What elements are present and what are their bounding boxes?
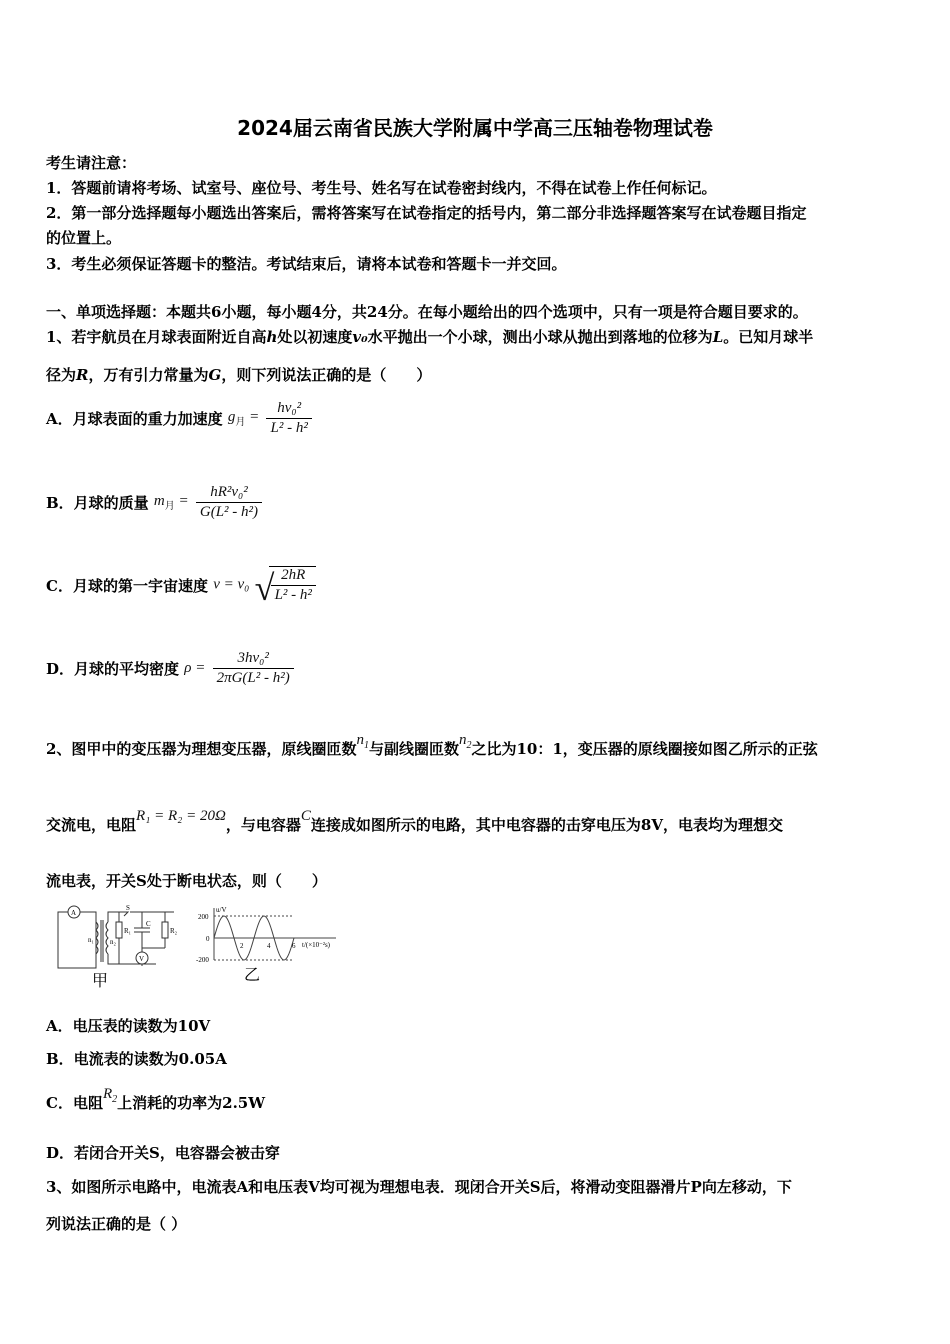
graph-x-4: 4 [267, 942, 271, 950]
notice-item-2: 2．第一部分选择题每小题选出答案后，需将答案写在试卷指定的括号内，第二部分非选择题答案写在试卷题目指定 [46, 204, 807, 222]
figure-yi-label: 乙 [244, 965, 261, 984]
r1-label: R₁ [124, 927, 132, 935]
q2-option-b[interactable]: B．电流表的读数为0.05A [46, 1050, 227, 1068]
notice-item-2-cont: 的位置上。 [46, 229, 122, 247]
page-title: 2024届云南省民族大学附属中学高三压轴卷物理试卷 [237, 116, 713, 140]
q1-a-formula: $\frac{\text{hv₀²}}{\text{L² - h²}}$ [266, 400, 311, 437]
notice-item-3: 3．考生必须保证答题卡的整洁。考试结束后，请将本试卷和答题卡一并交回。 [46, 255, 567, 273]
q2-stem-line2: 交流电，电阻R₁ = R₂ = 20Ω，与电容器C连接成如图所示的电路，其中电容器的击穿电压为8V，电表均为理想交 [46, 808, 783, 834]
notice-heading: 考生请注意： [46, 154, 137, 172]
graph-x-label: t/(×10⁻²s) [302, 941, 331, 949]
circuit-figure [46, 902, 196, 992]
q1-c-formula: √ $\frac{2hR}{\text{L² - h²}}$ [255, 566, 316, 604]
graph-x-2: 2 [240, 942, 244, 950]
graph-ymin: -200 [196, 956, 209, 964]
q2-stem-line3: 流电表，开关S处于断电状态，则（ ） [46, 872, 327, 890]
q3-stem-line2: 列说法正确的是（ ） [46, 1215, 187, 1233]
q2-option-d[interactable]: D．若闭合开关S，电容器会被击穿 [46, 1144, 280, 1162]
graph-ymax: 200 [198, 913, 209, 921]
ammeter-label: A [71, 909, 77, 917]
q1-b-formula: $\frac{\text{hR²v₀²}}{\text{G(L² - h²)}}$ [196, 484, 262, 521]
q1-stem-line2: 径为R，万有引力常量为G，则下列说法正确的是（ ） [46, 366, 432, 384]
switch-label: S [126, 904, 130, 912]
voltmeter-label: V [139, 955, 145, 963]
q2-option-a[interactable]: A．电压表的读数为10V [46, 1017, 211, 1035]
q2-option-c[interactable]: C．电阻$R_2$上消耗的功率为2.5W [46, 1086, 266, 1112]
q3-stem-line1: 3、如图所示电路中，电流表A和电压表V均可视为理想电表．现闭合开关S后，将滑动变阻器滑片P向左移动，下 [46, 1178, 792, 1196]
notice-item-1: 1．答题前请将考场、试室号、座位号、考生号、姓名写在试卷密封线内，不得在试卷上作任何标记。 [46, 179, 717, 197]
q1-option-b[interactable]: B．月球的质量 $m_月$ = $\frac{\text{hR²v₀²}}{\text{G(L² - h²)}}$ [46, 484, 262, 521]
graph-x-6: 6 [292, 942, 296, 950]
section-heading: 一、单项选择题：本题共6小题，每小题4分，共24分。在每小题给出的四个选项中，只有一项是符合题目要求的。 [46, 303, 808, 321]
q1-option-d[interactable]: D．月球的平均密度 ρ = $\frac{\text{3hv₀²}}{\text{2πG(L² - h²)}}$ [46, 650, 294, 687]
q1-stem-line1: 1、若宇航员在月球表面附近自高h处以初速度v₀水平抛出一个小球，测出小球从抛出到落地的位移为L。已知月球半 [46, 328, 814, 346]
sine-graph [196, 904, 346, 990]
r2-label: R₂ [170, 927, 178, 935]
figure-jia-label: 甲 [92, 971, 109, 990]
q1-option-a[interactable]: A．月球表面的重力加速度 $g_月$ = $\frac{\text{hv₀²}}{\text{L² - h²}}$ [46, 400, 312, 437]
n1-label: n₁ [88, 936, 94, 944]
q2-stem-line1: 2、图甲中的变压器为理想变压器，原线圈匝数$n_1$与副线圈匝数$n_2$之比为10：1，变压器的原线圈接如图乙所示的正弦 [46, 732, 818, 758]
q1-d-formula: $\frac{\text{3hv₀²}}{\text{2πG(L² - h²)}}$ [213, 650, 294, 687]
capacitor-label: C [146, 920, 151, 928]
graph-y-label: u/V [216, 906, 227, 914]
q1-option-c[interactable]: C．月球的第一宇宙速度 v = v₀ √ $\frac{2hR}{\text{L² - h²}}$ [46, 566, 316, 604]
n2-label: n₂ [110, 938, 116, 946]
graph-y0: 0 [206, 935, 210, 943]
